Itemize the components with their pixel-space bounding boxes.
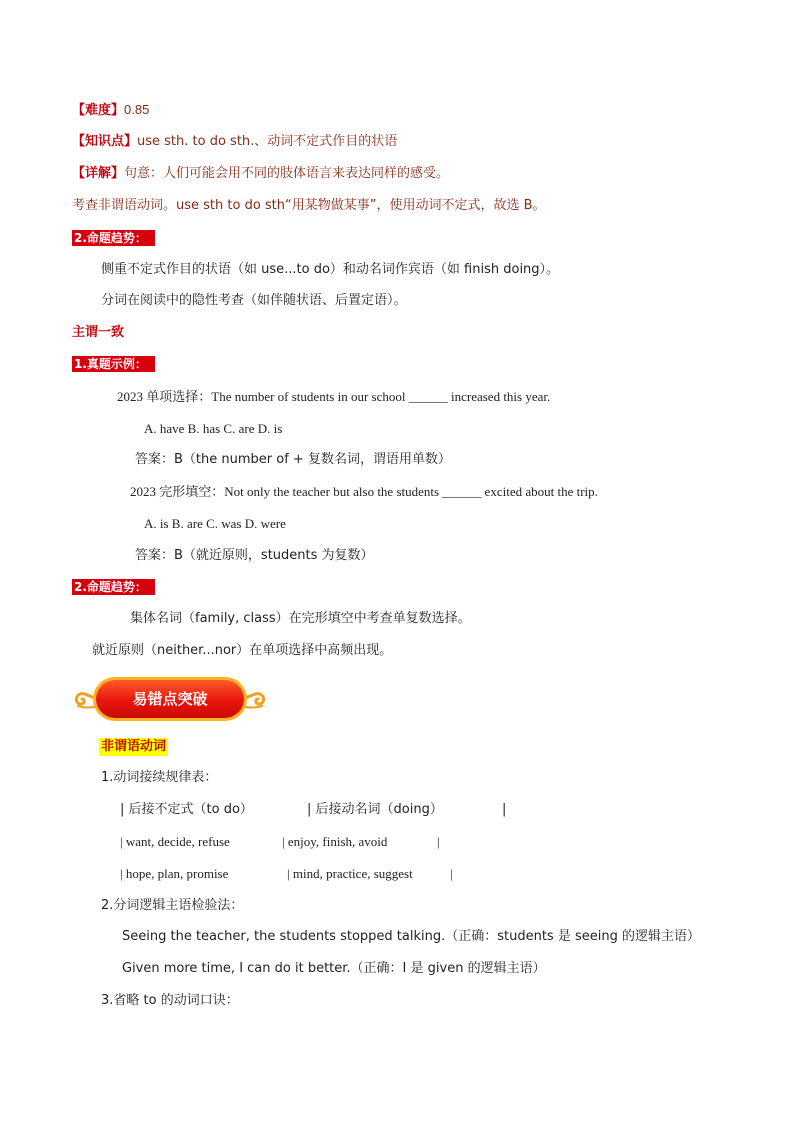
difficulty-value: 0.85 <box>124 102 150 117</box>
difficulty-tag: 【难度】 <box>72 103 125 118</box>
table-row <box>120 801 253 819</box>
table-cell: | <box>502 802 507 817</box>
knowledge-line <box>72 133 397 151</box>
pitfalls-p2-ex2: Given more time, I can do it better.（正确：I 是 given 的逻辑主语） <box>122 961 546 976</box>
agreement-trend-item-1: 集体名词（family, class）在完形填空中考查单复数选择。 <box>130 611 471 626</box>
knowledge-value: use sth. to do sth.、动词不定式作目的状语 <box>137 134 398 149</box>
banner-label: 易错点突破 <box>132 690 208 708</box>
nonfinite-trend-badge: 2.命题趋势： <box>72 230 155 246</box>
agreement-trend-badge: 2.命题趋势： <box>72 579 155 595</box>
table-cell: | <box>437 834 440 849</box>
agreement-trend-item-2: 就近原则（neither...nor）在单项选择中高频出现。 <box>92 643 393 658</box>
knowledge-tag: 【知识点】 <box>72 134 138 149</box>
agreement-heading: 主谓一致 <box>72 325 125 340</box>
table-row <box>120 865 228 883</box>
nonfinite-trend-item-1: 侧重不定式作目的状语（如 use...to do）和动名词作宾语（如 finish doing）。 <box>101 262 560 277</box>
detail-tag: 【详解】 <box>72 166 125 181</box>
pitfalls-p1-title: 1.动词接续规律表： <box>101 770 218 785</box>
pitfalls-banner <box>72 676 268 722</box>
detail-value: 句意：人们可能会用不同的肢体语言来表达同样的感受。 <box>124 166 450 181</box>
table-cell: | want, decide, refuse <box>120 834 230 849</box>
analysis-text: 考查非谓语动词。use sth to do sth“用某物做某事”，使用动词不定式，故选 B。 <box>72 198 546 213</box>
table-cell: | mind, practice, suggest <box>287 866 413 881</box>
pitfalls-section-title: 非谓语动词 <box>101 739 167 754</box>
table-cell: | 后接不定式（to do） <box>120 802 253 817</box>
table-cell: | hope, plan, promise <box>120 866 229 881</box>
nonfinite-trend-item-2: 分词在阅读中的隐性考查（如伴随状语、后置定语）。 <box>101 293 407 308</box>
pitfalls-p2-title: 2.分词逻辑主语检验法： <box>101 898 244 913</box>
agreement-ex2-question: 2023 完形填空：Not only the teacher but also the students ______ excited about the trip. <box>130 484 598 499</box>
agreement-ex1-question: 2023 单项选择：The number of students in our school ______ increased this year. <box>117 389 551 404</box>
table-cell: | <box>450 866 453 881</box>
pitfalls-p2-ex1: Seeing the teacher, the students stopped talking.（正确：students 是 seeing 的逻辑主语） <box>122 929 700 944</box>
agreement-examples-badge: 1.真题示例： <box>72 356 155 372</box>
agreement-ex2-options: A. is B. are C. was D. were <box>144 516 286 531</box>
difficulty-line <box>72 101 149 120</box>
agreement-ex1-answer: 答案：B（the number of + 复数名词，谓语用单数） <box>135 452 451 467</box>
table-cell: | enjoy, finish, avoid <box>282 834 388 849</box>
detail-line <box>72 165 449 183</box>
table-cell: | 后接动名词（doing） <box>307 802 443 817</box>
pitfalls-p3-title: 3.省略 to 的动词口诀： <box>101 993 239 1008</box>
agreement-ex2-answer: 答案：B（就近原则，students 为复数） <box>135 548 374 563</box>
agreement-ex1-options: A. have B. has C. are D. is <box>144 421 283 436</box>
table-row <box>120 833 230 851</box>
